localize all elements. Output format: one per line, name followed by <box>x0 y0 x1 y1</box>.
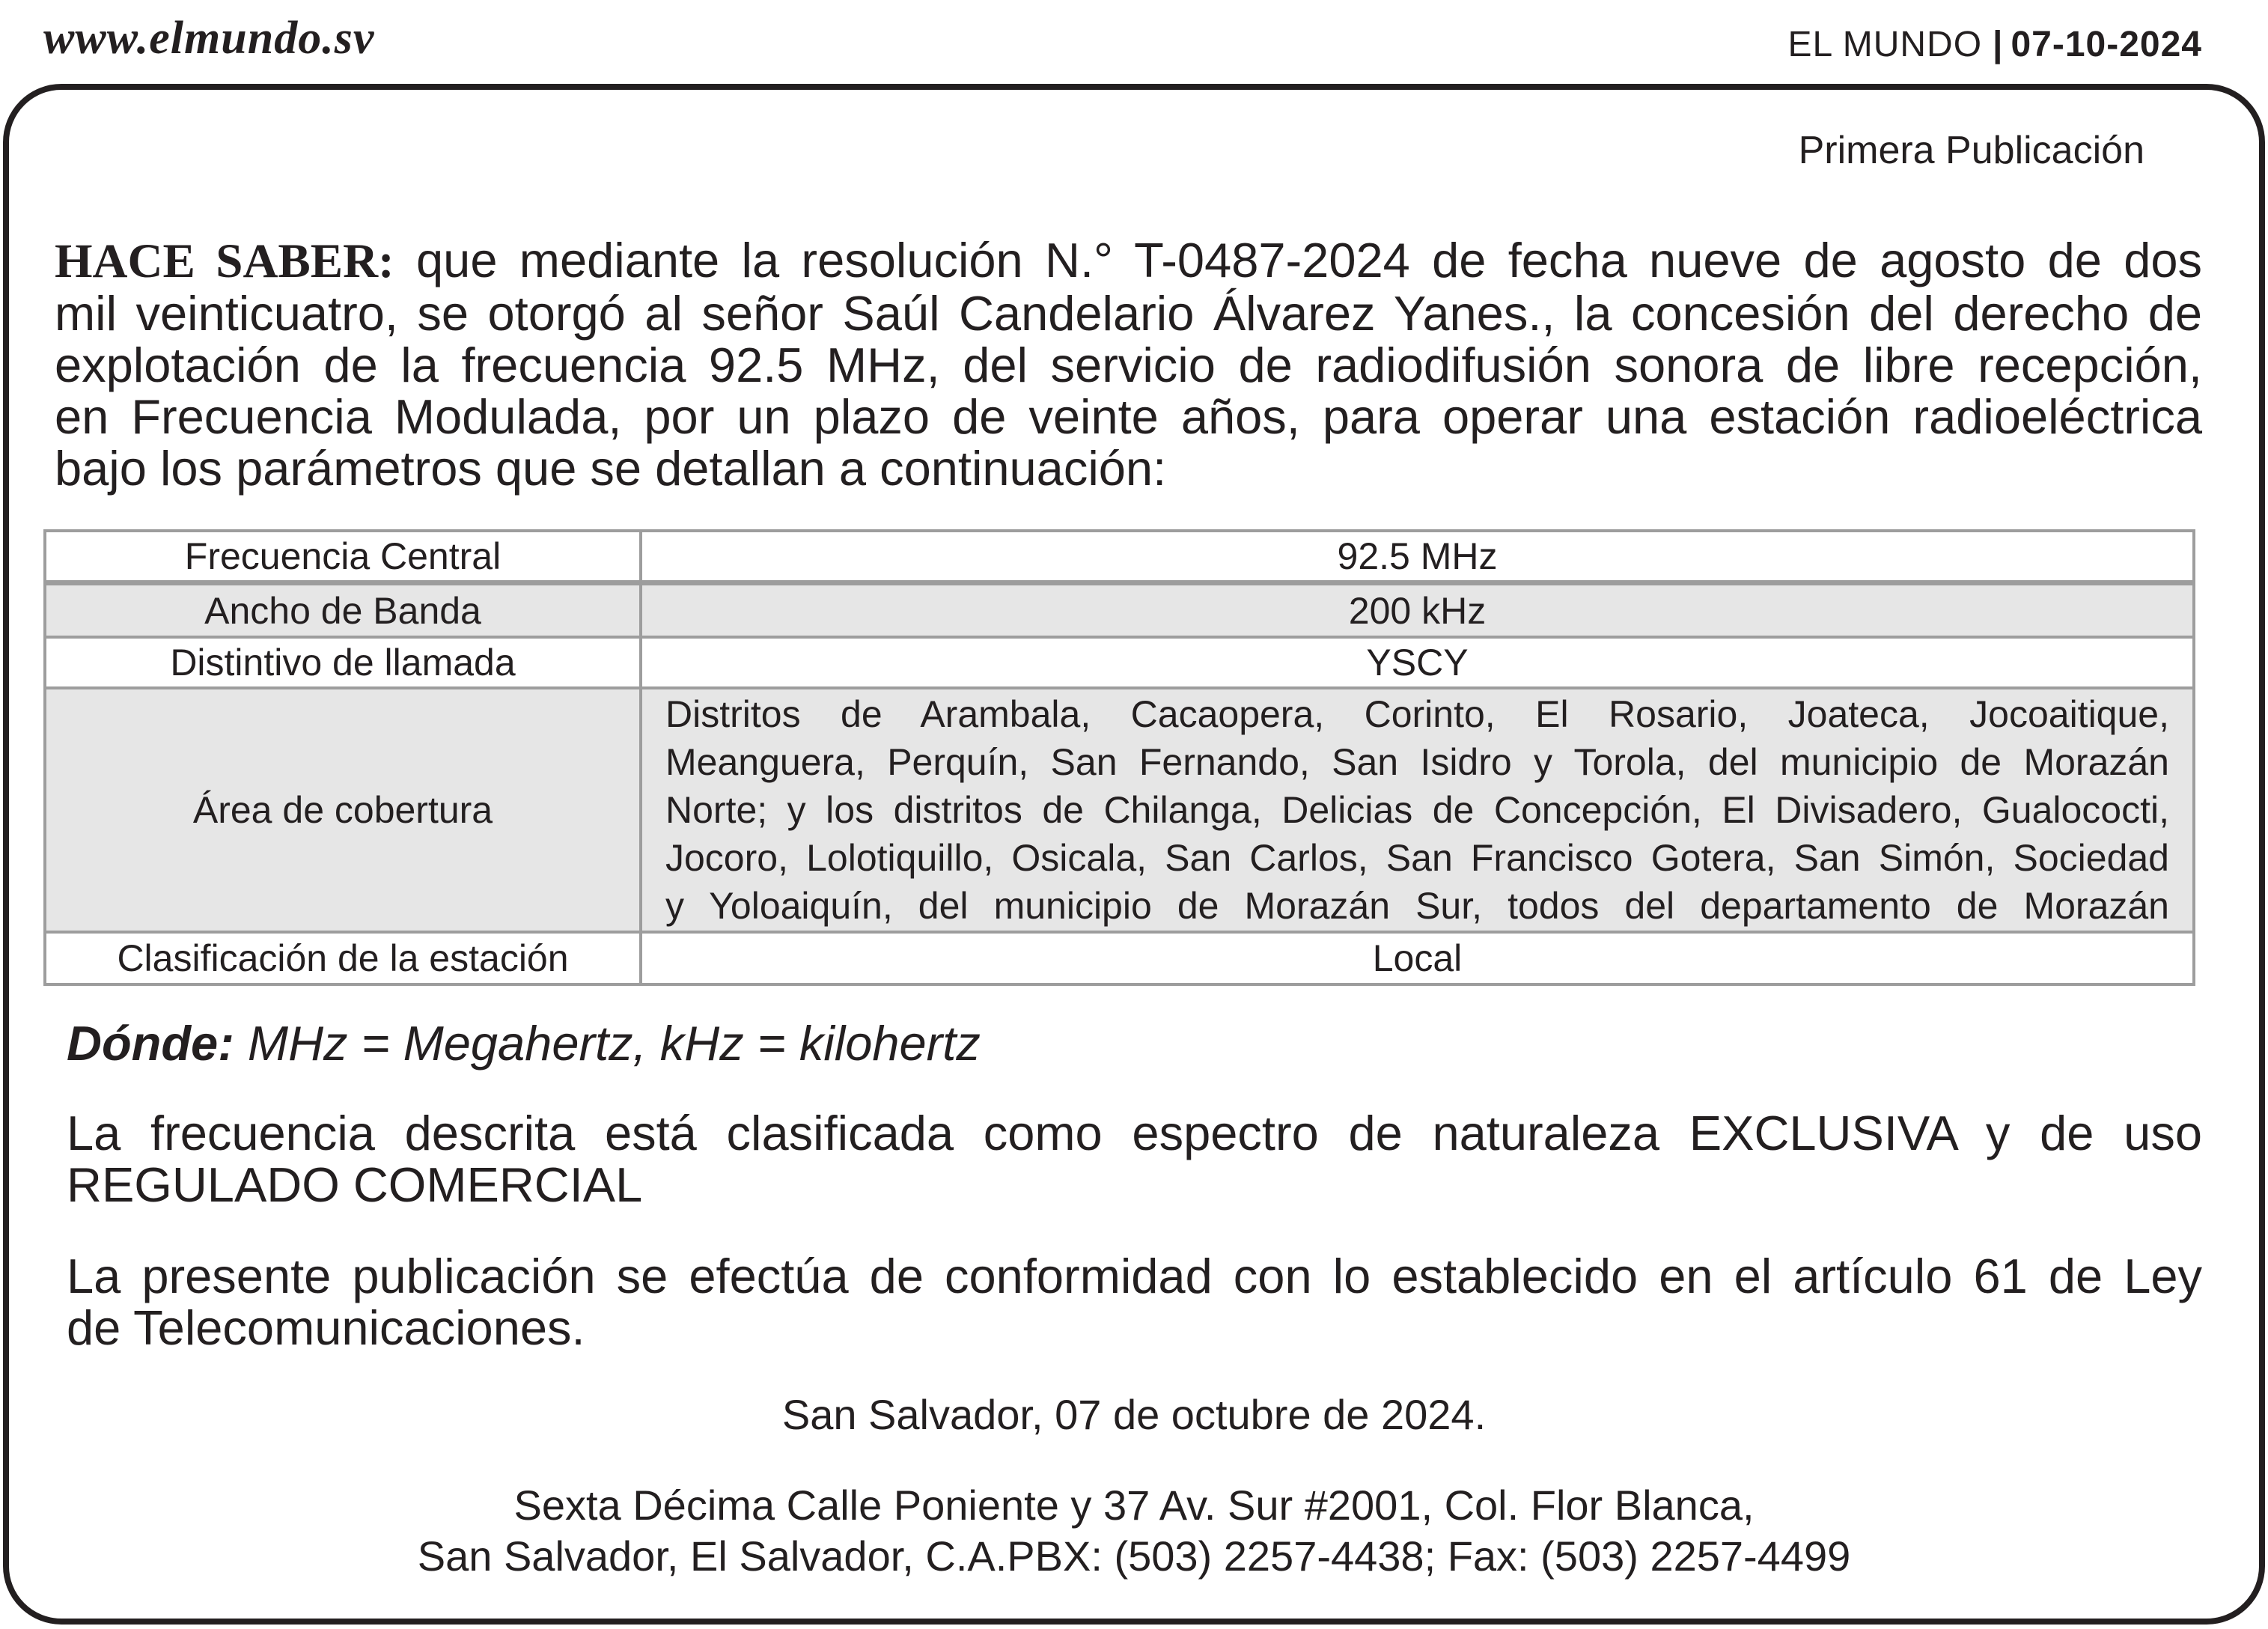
address-block <box>9 1480 2259 1582</box>
parameter-value: 200 kHz <box>1348 589 1487 632</box>
parameter-row <box>46 532 2192 585</box>
parameter-label: Frecuencia Central <box>46 532 642 580</box>
parameter-row <box>46 934 2192 983</box>
parameter-label: Ancho de Banda <box>46 585 642 636</box>
place-and-date: San Salvador, 07 de octubre de 2024. <box>781 1391 1487 1438</box>
notice-frame <box>3 84 2265 1625</box>
intro-line: bajo los parámetros que se detallan a continuación: <box>55 441 1167 496</box>
lead-heading: HACE SABER: <box>55 234 394 288</box>
coverage-line: Meanguera, Perquín, San Fernando, San Isidro y Torola, del municipio de Morazán <box>665 741 2169 783</box>
classification-line: La frecuencia descrita está clasificada como espectro de naturaleza EXCLUSIVA y de uso <box>67 1106 2202 1160</box>
parameter-row <box>46 639 2192 689</box>
coverage-line: Distritos de Arambala, Cacaopera, Corinto, El Rosario, Joateca, Jocoaitique, <box>665 693 2169 735</box>
coverage-line: y Yoloaiquín, del municipio de Morazán Sur, todos del departamento de Morazán <box>665 885 2169 927</box>
address-line: San Salvador, El Salvador, C.A.PBX: (503) 2257-4438; Fax: (503) 2257-4499 <box>417 1532 1851 1580</box>
site-url: www.elmundo.sv <box>43 13 375 64</box>
coverage-line: Norte; y los distritos de Chilanga, Delicias de Concepción, El Divisadero, Gualococti, <box>665 789 2169 831</box>
masthead <box>1787 24 2202 66</box>
legal-basis-paragraph <box>67 1250 2202 1354</box>
coverage-area-value <box>642 689 2192 931</box>
classification-line: REGULADO COMERCIAL <box>67 1157 643 1212</box>
parameter-row <box>46 585 2192 639</box>
coverage-line: Jocoro, Lolotiquillo, Osicala, San Carlos, San Francisco Gotera, San Simón, Sociedad <box>665 837 2169 879</box>
parameter-value: YSCY <box>1366 642 1469 683</box>
intro-line <box>55 234 2202 287</box>
publication-date: 07-10-2024 <box>2011 25 2202 64</box>
intro-paragraph <box>55 234 2202 494</box>
parameter-value: Local <box>1372 937 1463 979</box>
parameters-table <box>43 529 2195 986</box>
masthead-separator: | <box>1993 25 2004 64</box>
definition-label: Dónde: <box>67 1016 234 1071</box>
publication-label: Primera Publicación <box>1798 129 2144 172</box>
legal-basis-line: de Telecomunicaciones. <box>67 1300 585 1355</box>
parameter-value: 92.5 MHz <box>1337 535 1498 577</box>
intro-line-text: que mediante la resolución N.° T-0487-2024 de fecha nueve de agosto de dos <box>416 233 2202 287</box>
parameter-label: Distintivo de llamada <box>46 639 642 686</box>
parameter-label: Clasificación de la estación <box>46 934 642 983</box>
legal-basis-line: La presente publicación se efectúa de conformidad con lo establecido en el artículo 61 de Ley <box>67 1249 2202 1303</box>
parameter-row <box>46 689 2192 934</box>
parameter-label: Área de cobertura <box>46 689 642 931</box>
units-definition <box>67 1017 2202 1069</box>
address-line: Sexta Décima Calle Poniente y 37 Av. Sur #2001, Col. Flor Blanca, <box>513 1482 1755 1529</box>
intro-line: en Frecuencia Modulada, por un plazo de veinte años, para operar una estación radioeléctrica <box>55 389 2202 444</box>
intro-line: explotación de la frecuencia 92.5 MHz, del servicio de radiodifusión sonora de libre recepción, <box>55 338 2202 392</box>
classification-paragraph <box>67 1107 2202 1211</box>
paper-name: EL MUNDO <box>1787 25 1983 64</box>
intro-line: mil veinticuatro, se otorgó al señor Saúl Candelario Álvarez Yanes., la concesión del derecho de <box>55 286 2202 341</box>
definition-text: MHz = Megahertz, kHz = kilohertz <box>247 1016 981 1071</box>
